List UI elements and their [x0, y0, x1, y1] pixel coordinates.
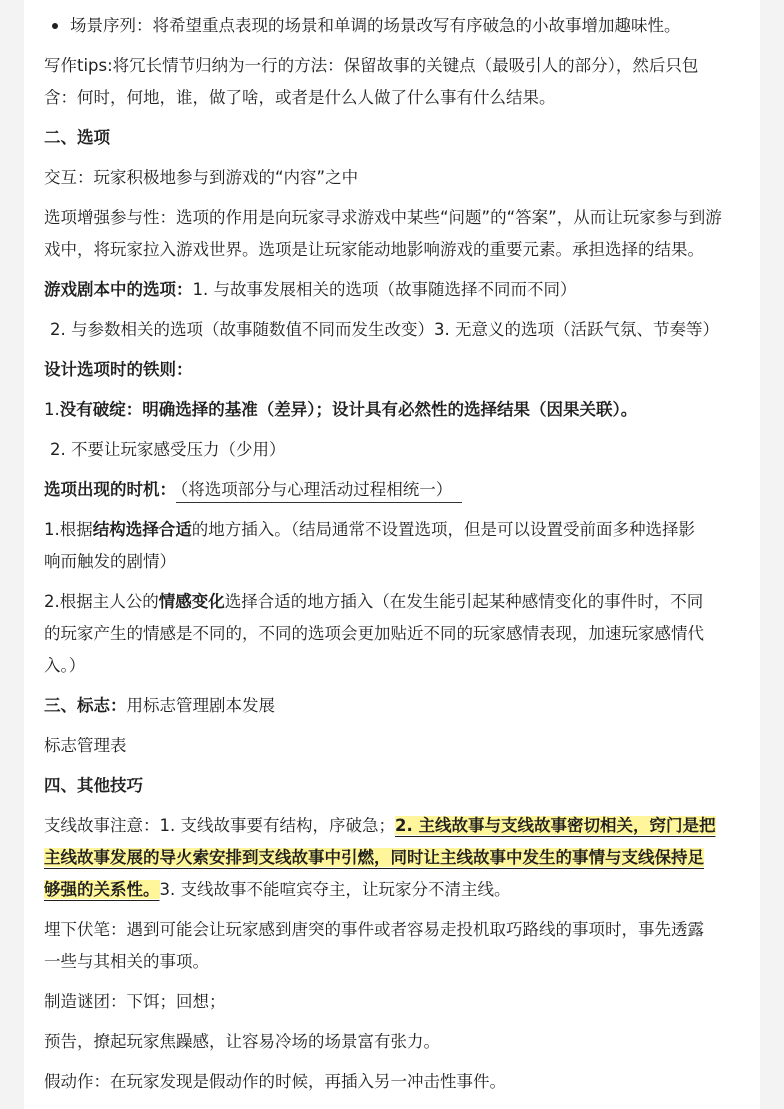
highlighted-text: 2. 主线故事与支线故事密切相关，窍门是把 — [395, 816, 716, 835]
document-content — [44, 10, 749, 1106]
bold-text: 结构选择合适 — [92, 520, 192, 539]
highlighted-text: 主线故事发展的导火索安排到支线故事中引燃，同时让主线故事中发生的事情与支线保持足 — [44, 848, 704, 867]
paragraph-line: 用标志管理剧本发展 — [126, 696, 275, 715]
paragraph-line: 的地方插入。（结局通常不设置选项，但是可以设置受前面多种选择影 — [191, 520, 695, 539]
rule-text: 2. 不要让玩家感受压力（少用） — [50, 440, 286, 459]
paragraph-line: 选择合适的地方插入（在发生能引起某种感情变化的事件时，不同 — [224, 592, 704, 611]
paragraph-side-story-end — [44, 874, 749, 906]
heading-text: 三、标志： — [44, 696, 127, 715]
paragraph-option-types — [44, 314, 749, 346]
paragraph-line: 的玩家产生的情感是不同的，不同的选项会更加贴近不同的玩家感情表现，加速玩家感情代 — [44, 624, 704, 643]
list-item — [44, 10, 749, 42]
section-heading-flags — [44, 690, 749, 722]
heading-text: 设计选项时的铁则： — [44, 360, 193, 379]
paragraph-preview — [44, 1026, 749, 1058]
paragraph-writing-tips — [44, 50, 749, 82]
paragraph-structure-cont — [44, 546, 749, 578]
paragraph-mystery — [44, 986, 749, 1018]
paragraph-writing-tips-cont — [44, 82, 749, 114]
paragraph-line: 3. 支线故事不能喧宾夺主，让玩家分不清主线。 — [159, 880, 511, 899]
paragraph-line: 选项增强参与性：选项的作用是向玩家寻求游戏中某些“问题”的“答案”，从而让玩家参与到游 — [44, 208, 722, 227]
paragraph-line: 入。） — [44, 656, 86, 675]
rule-number: 1. — [44, 400, 60, 419]
paragraph-line: 预告，撩起玩家焦躁感，让容易冷场的场景富有张力。 — [44, 1032, 440, 1051]
rule-1 — [44, 394, 749, 426]
paragraph-side-story — [44, 810, 749, 842]
paragraph-timing — [44, 474, 749, 506]
paragraph-line: 假动作：在玩家发现是假动作的时候，再插入另一冲击性事件。 — [44, 1072, 506, 1091]
paragraph-line: 一些与其相关的事项。 — [44, 952, 209, 971]
paragraph-script-options — [44, 274, 749, 306]
paragraph-line: 交互：玩家积极地参与到游戏的“内容”之中 — [44, 168, 359, 187]
rule-text: 没有破绽：明确选择的基准（差异）；设计具有必然性的选择结果（因果关联）。 — [59, 400, 638, 419]
paragraph-foreshadowing — [44, 914, 749, 946]
paragraph-line: 含：何时，何地，谁，做了啥，或者是什么人做了什么事有什么结果。 — [44, 88, 556, 107]
paragraph-foreshadowing-cont — [44, 946, 749, 978]
heading-text: 二、选项 — [44, 128, 110, 147]
paragraph-side-story-cont — [44, 842, 749, 874]
paragraph-emotion — [44, 586, 749, 618]
paragraph-line: 支线故事注意：1. 支线故事要有结构，序破急； — [44, 816, 395, 835]
paragraph-emotion-end — [44, 650, 749, 682]
paragraph-line: 制造谜团：下饵；回想； — [44, 992, 226, 1011]
highlighted-text: 够强的关系性。 — [44, 880, 160, 899]
paragraph-line: 标志管理表 — [44, 736, 127, 755]
heading-text: 四、其他技巧 — [44, 776, 143, 795]
paragraph-interaction — [44, 162, 749, 194]
paragraph-feint — [44, 1066, 749, 1098]
section-heading-options — [44, 122, 749, 154]
paragraph-participation — [44, 202, 749, 234]
paragraph-line: 戏中，将玩家拉入游戏世界。选项是让玩家能动地影响游戏的重要元素。承担选择的结果。 — [44, 240, 704, 259]
bold-label: 游戏剧本中的选项： — [44, 280, 193, 299]
document-page — [24, 0, 760, 1109]
paragraph-line: 2. 与参数相关的选项（故事随数值不同而发生改变）3. 无意义的选项（活跃气氛、节奏等） — [50, 320, 719, 339]
paragraph-line: 2.根据主人公的 — [44, 592, 159, 611]
paragraph-structure — [44, 514, 749, 546]
subheading-iron-rules — [44, 354, 749, 386]
scene-sequence-text: 场景序列：将希望重点表现的场景和单调的场景改写有序破急的小故事增加趣味性。 — [70, 16, 681, 35]
rule-2 — [44, 434, 749, 466]
paragraph-emotion-cont — [44, 618, 749, 650]
paragraph-line: 1.根据 — [44, 520, 93, 539]
section-heading-other-tips — [44, 770, 749, 802]
paragraph-participation-cont — [44, 234, 749, 266]
paragraph-line: 埋下伏笔：遇到可能会让玩家感到唐突的事件或者容易走投机取巧路线的事项时，事先透露 — [44, 920, 704, 939]
bold-text: 情感变化 — [158, 592, 225, 611]
paragraph-flag-table — [44, 730, 749, 762]
bold-label: 选项出现的时机： — [44, 480, 176, 499]
underlined-text: （将选项部分与心理活动过程相统一） — [176, 480, 462, 503]
paragraph-line: 写作tips:将冗长情节归纳为一行的方法：保留故事的关键点（最吸引人的部分），然后只包 — [44, 56, 699, 75]
paragraph-line: 1. 与故事发展相关的选项（故事随选择不同而不同） — [192, 280, 577, 299]
paragraph-line: 响而触发的剧情） — [44, 552, 176, 571]
